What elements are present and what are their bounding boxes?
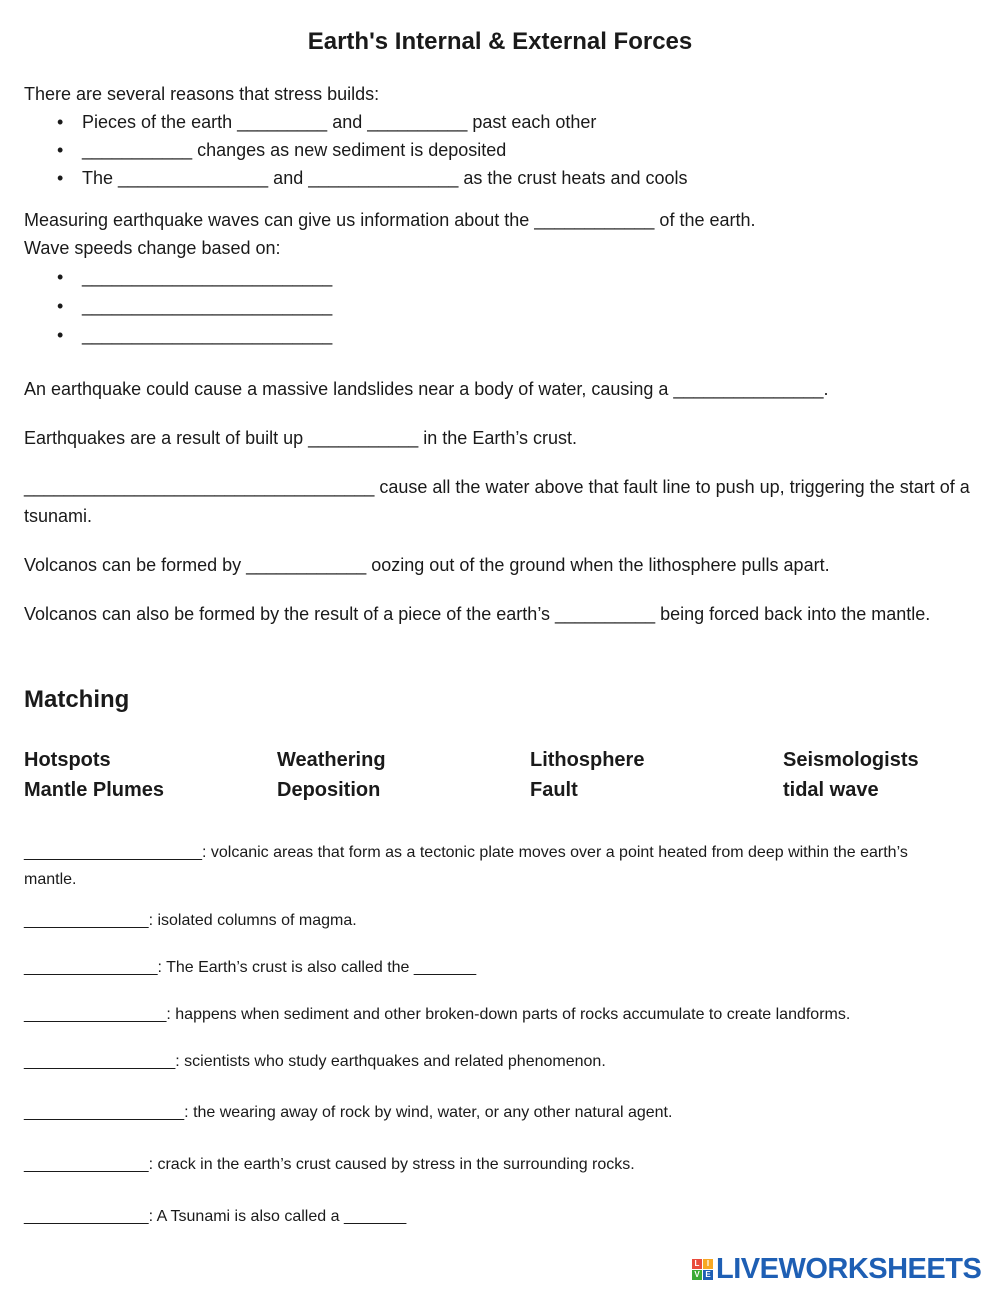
question-3: ___________________________________ cause all the water above that fault line to push up, triggering the start of a tsunami. [24, 477, 970, 526]
matching-item-6: __________________: the wearing away of rock by wind, water, or any other natural agent. [24, 1104, 673, 1121]
bullet-dot: • [57, 112, 64, 132]
matching-item-7: ______________: crack in the earth’s crust caused by stress in the surrounding rocks. [24, 1156, 635, 1173]
term-hotspots: Hotspots [24, 749, 111, 771]
logo-mark-icon [692, 1259, 713, 1280]
stress-bullet-1: Pieces of the earth _________ and __________ past each other [82, 112, 597, 132]
logo-letter: E [703, 1270, 713, 1280]
logo-letter: V [692, 1270, 702, 1280]
bullet-dot: • [57, 296, 64, 316]
worksheet-title: Earth's Internal & External Forces [307, 28, 693, 55]
question-4: Volcanos can be formed by ____________ oozing out of the ground when the lithosphere pulls apart. [24, 555, 830, 575]
wave-blank-3: _________________________ [82, 325, 333, 345]
term-mantle-plumes: Mantle Plumes [24, 779, 165, 801]
liveworksheets-logo [692, 1253, 981, 1286]
term-weathering: Weathering [277, 749, 386, 771]
term-seismologists: Seismologists [783, 749, 919, 771]
term-deposition: Deposition [277, 779, 381, 801]
bullet-dot: • [57, 267, 64, 287]
stress-bullet-3: The _______________ and _______________ as the crust heats and cools [82, 168, 688, 188]
term-fault: Fault [530, 779, 578, 801]
wave-blank-1: _________________________ [82, 267, 333, 287]
matching-item-8: ______________: A Tsunami is also called a _______ [24, 1208, 407, 1225]
question-2: Earthquakes are a result of built up ___________ in the Earth’s crust. [24, 428, 578, 448]
matching-item-5: _________________: scientists who study earthquakes and related phenomenon. [24, 1053, 606, 1070]
bullet-dot: • [57, 168, 64, 188]
matching-item-3: _______________: The Earth’s crust is also called the _______ [24, 959, 477, 976]
stress-bullet-2: ___________ changes as new sediment is deposited [82, 140, 507, 160]
matching-item-1: ____________________: volcanic areas that form as a tectonic plate moves over a point heated from deep within the earth’s mantle. [24, 844, 908, 888]
question-5: Volcanos can also be formed by the result of a piece of the earth’s __________ being forced back into the mantle. [24, 604, 931, 624]
question-1: An earthquake could cause a massive landslides near a body of water, causing a _______________. [24, 379, 829, 399]
wave-blank-2: _________________________ [82, 296, 333, 316]
bullet-dot: • [57, 140, 64, 160]
waves-line-2: Wave speeds change based on: [24, 238, 281, 258]
matching-item-4: ________________: happens when sediment and other broken-down parts of rocks accumulate to create landforms. [24, 1006, 851, 1023]
waves-line-1: Measuring earthquake waves can give us information about the ____________ of the earth. [24, 210, 756, 230]
logo-text: LIVEWORKSHEETS [716, 1253, 982, 1285]
logo-letter: L [692, 1259, 702, 1269]
logo-letter: I [703, 1259, 713, 1269]
bullet-dot: • [57, 325, 64, 345]
matching-item-2: ______________: isolated columns of magma. [24, 912, 357, 929]
matching-heading: Matching [24, 686, 130, 713]
term-tidal-wave: tidal wave [783, 779, 879, 801]
stress-intro: There are several reasons that stress builds: [24, 84, 380, 104]
term-lithosphere: Lithosphere [530, 749, 645, 771]
